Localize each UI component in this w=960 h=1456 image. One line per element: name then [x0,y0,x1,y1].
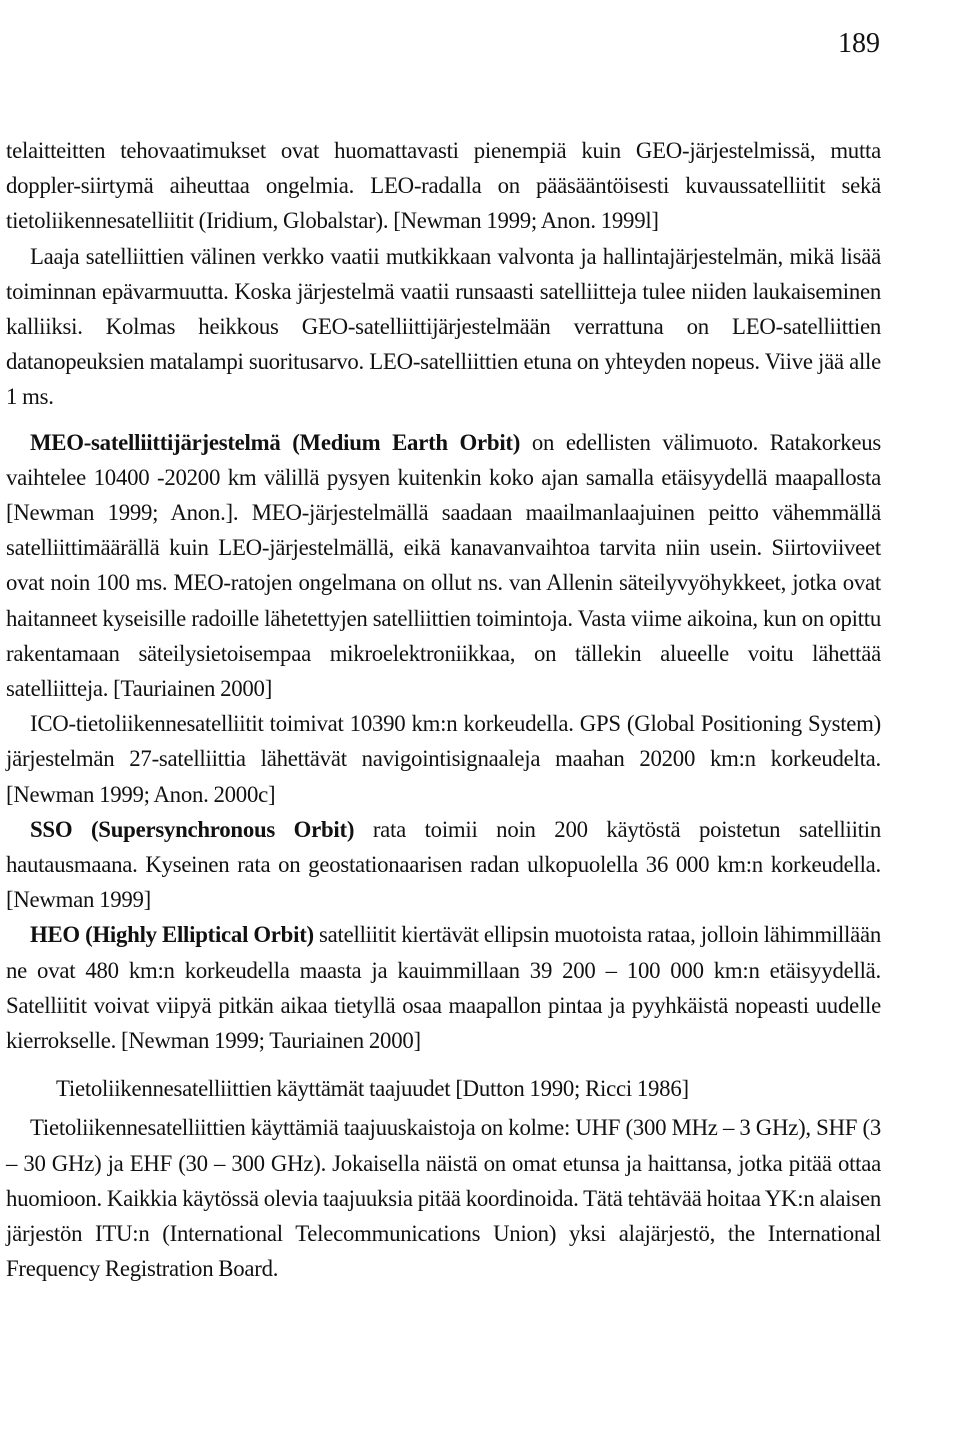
page-body [6,133,881,1287]
sso-text: rata toimii noin 200 käytöstä poistetun satelliitin hautausmaana. Kyseinen rata on geostationaarisen radan ulkopuolella 36 000 km:n korkeudella. [Newman 1999] [6,816,881,913]
paragraph-heo [6,917,881,1058]
paragraph-ico-gps: ICO-tietoliikennesatelliitit toimivat 10390 km:n korkeudella. GPS (Global Positioning System) järjestelmän 27-satelliittia lähettävät navigointisignaaleja maahan 20200 km:n korkeudelta. [Newman 1999; Anon. 2000c] [6,711,881,807]
page-number: 189 [838,28,880,59]
paragraph-leo-satellites: telaitteitten tehovaatimukset ovat huomattavasti pienempiä kuin GEO-järjestelmissä, mutta doppler-siirtymä aiheuttaa ongelmia. LEO-radalla on pääsääntöisesti kuvaussatelliitit sekä tietoliikennesatelliitit (Iridium, Globalstar). [Newman 1999; Anon. 1999l] [6,138,881,234]
heo-text: satelliitit kiertävät ellipsin muotoista rataa, jolloin lähimmillään ne ovat 480 km:n korkeudella maasta ja kauimmillaan 39 200 – 100 000 km:n etäisyydellä. Satelliitit voivat viipyä pitkän aikaa tietyllä osaa maapallon pintaa ja pyyhkäistä nopeasti uudelle kierrokselle. [Newman 1999; Tauriainen 2000] [6,922,881,1054]
heo-term: HEO (Highly Elliptical Orbit) [30,922,314,948]
paragraph-sso [6,812,881,918]
sso-term: SSO (Supersynchronous Orbit) [30,816,355,842]
paragraph-meo [6,425,881,707]
paragraph-frequency-bands: Tietoliikennesatelliittien käyttämiä taajuuskaistoja on kolme: UHF (300 MHz – 3 GHz), SHF (3 – 30 GHz) ja EHF (30 – 300 GHz). Jokaisella näistä on omat etunsa ja haittansa, jotka pitää ottaa huomioon. Kaikkia käytössä olevia taajuuksia pitää koordinoida. Tätä tehtävää hoitaa YK:n alaisen järjestön ITU:n (International Telecommunications Union) yksi alajärjestö, the International Frequency Registration Board. [6,1115,881,1282]
meo-text: on edellisten välimuoto. Ratakorkeus vaihtelee 10400 -20200 km välillä pysyen kuitenkin koko ajan samalla etäisyydellä maapallosta [Newman 1999; Anon.]. MEO-järjestelmällä saadaan maailmanlaajuinen peitto vähemmällä satelliittimäärällä kuin LEO-järjestelmällä, eikä kanavanvaihtoa tarvita niin usein. Siirtoviiveet ovat noin 100 ms. MEO-ratojen ongelmana on ollut ns. van Allenin säteilyvyöhykkeet, jotka ovat haitanneet kyseisille radoille lähetettyjen satelliittien toimintoja. Vasta viime aikoina, kun on opittu rakentamaan säteilysietoisempaa mikroelektroniikkaa, on tällekin alueelle voitu lähettää satelliitteja. [Tauriainen 2000] [6,429,881,702]
section-heading-frequencies: Tietoliikennesatelliittien käyttämät taajuudet [Dutton 1990; Ricci 1986] [56,1076,689,1102]
meo-term: MEO-satelliittijärjestelmä (Medium Earth Orbit) [30,429,521,455]
paragraph-leo-weaknesses: Laaja satelliittien välinen verkko vaatii mutkikkaan valvonta ja hallintajärjestelmän, mikä lisää toiminnan epävarmuutta. Koska järjestelmä vaatii runsaasti satelliitteja tulee niiden laukaiseminen kalliiksi. Kolmas heikkous GEO-satelliittijärjestelmään verrattuna on LEO-satelliittien datanopeuksien matalampi suoritusarvo. LEO-satelliittien etuna on yhteyden nopeus. Viive jää alle 1 ms. [6,243,881,410]
